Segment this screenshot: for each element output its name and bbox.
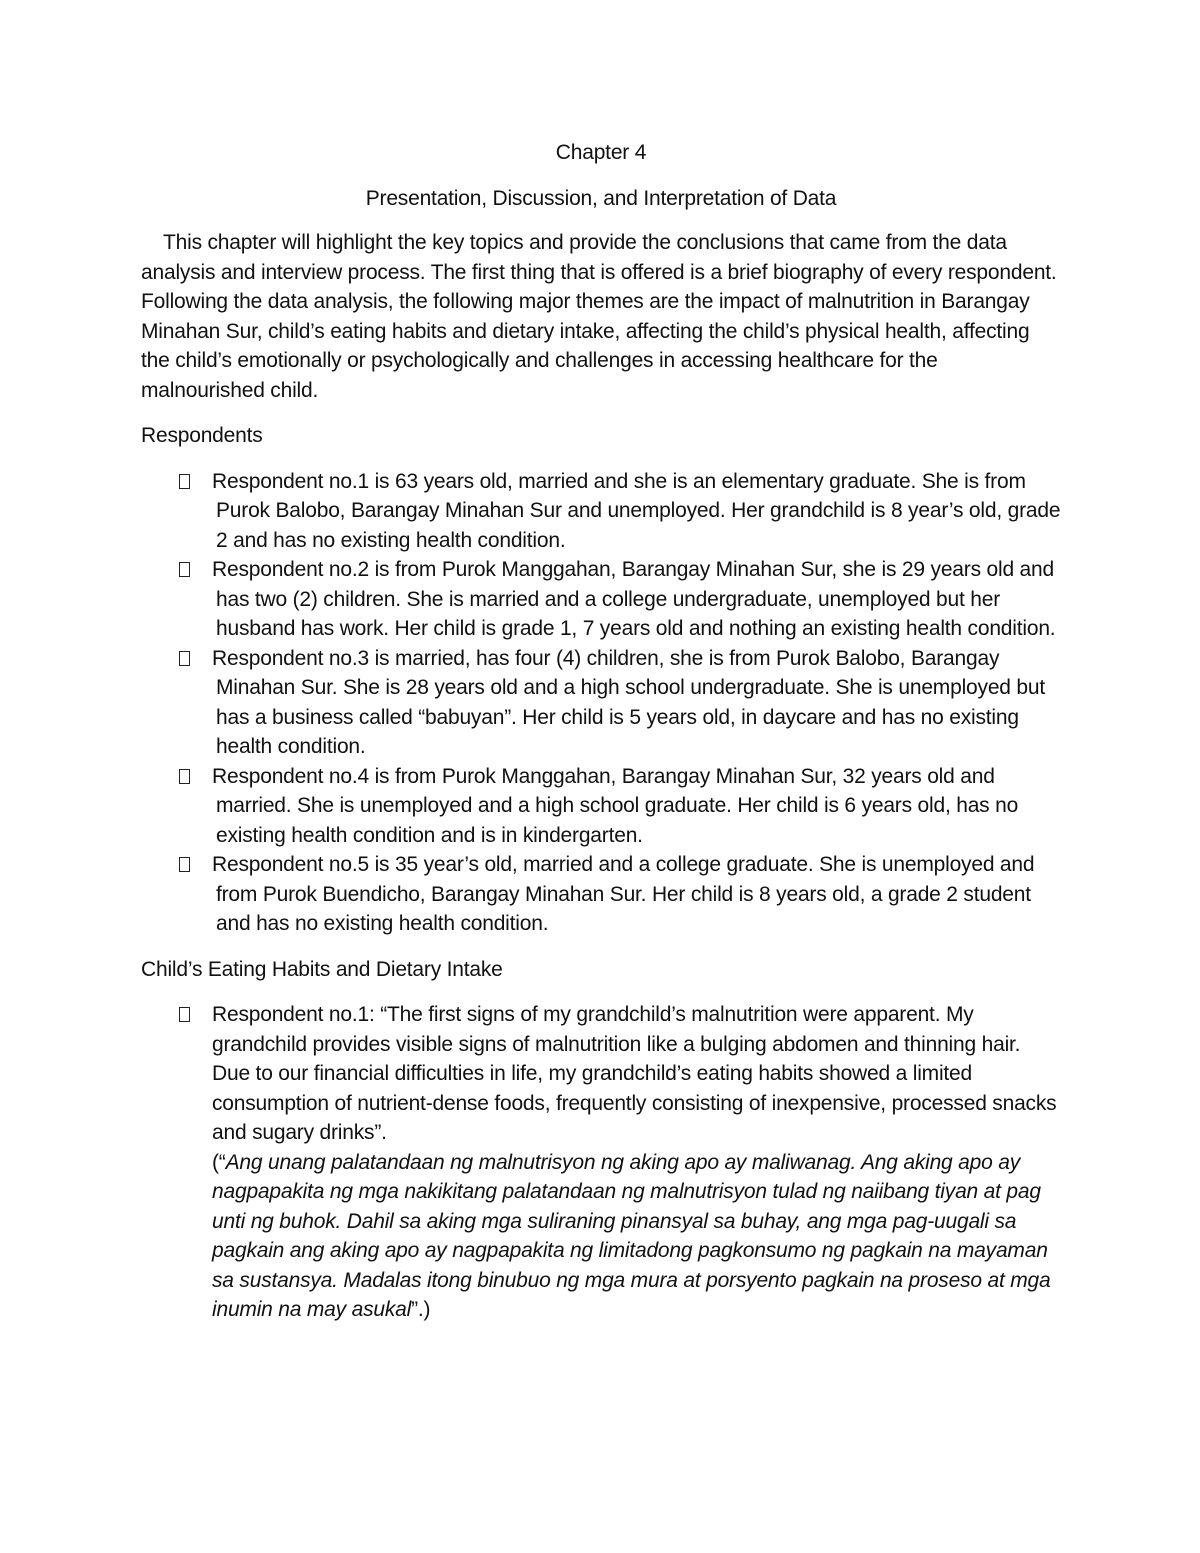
bullet-icon	[179, 857, 190, 872]
respondent-5-text: Respondent no.5 is 35 year’s old, married and a college graduate. She is unemployed and from Purok Buendicho, Barangay Minahan Sur. Her child is 8 years old, a grade 2 student and has no existing health condition.	[212, 853, 1035, 935]
chapter-title: Chapter 4	[555, 141, 647, 164]
respondent-2-text: Respondent no.2 is from Purok Manggahan, Barangay Minahan Sur, she is 29 years old and has two (2) children. She is married and a college undergraduate, unemployed but her husband has work. Her child is grade 1, 7 years old and nothing an existing health condition.	[212, 558, 1056, 640]
bullet-icon	[179, 562, 190, 577]
chapter-subtitle: Presentation, Discussion, and Interpretation of Data	[365, 186, 837, 210]
bullet-icon	[179, 1007, 190, 1022]
respondent-1-text: Respondent no.1 is 63 years old, married and she is an elementary graduate. She is from Purok Balobo, Barangay Minahan Sur and unemployed. Her grandchild is 8 year’s old, grade 2 and has no existing health condition.	[212, 469, 1061, 552]
bullet-icon	[179, 651, 190, 666]
list-item	[141, 555, 1061, 644]
eating-quote-item	[141, 1000, 1061, 1325]
quote-close: ”.)	[411, 1298, 431, 1321]
eating-habits-heading: Child’s Eating Habits and Dietary Intake	[141, 957, 503, 981]
intro-paragraph: This chapter will highlight the key topics and provide the conclusions that came from the data analysis and interview process. The first thing that is offered is a brief biography of every respondent. Following the data analysis, the following major themes are the impact of malnutrition in Barangay Minahan Sur, child’s eating habits and dietary intake, affecting the child’s physical health, affecting the child’s emotionally or psychologically and challenges in accessing healthcare for the malnourished child.	[141, 231, 1057, 402]
respondent-3-text: Respondent no.3 is married, has four (4) children, she is from Purok Balobo, Barangay Minahan Sur. She is 28 years old and a high school undergraduate. She is unemployed but has a business called “babuyan”. Her child is 5 years old, in daycare and has no existing health condition.	[212, 646, 1045, 758]
respondents-heading: Respondents	[141, 424, 263, 447]
respondents-list	[141, 467, 1061, 939]
list-item	[141, 644, 1061, 762]
bullet-icon	[179, 769, 190, 784]
bullet-icon	[179, 474, 190, 489]
list-item	[141, 850, 1061, 939]
quote-filipino-text: Ang unang palatandaan ng malnutrisyon ng aking apo ay maliwanag. Ang aking apo ay nagpapakita ng mga nakikitang palatandaan ng malnutrisyon tulad ng naiibang tiyan at pag unti ng buhok. Dahil sa aking mga suliraning pinansyal sa buhay, ang mga pag-uugali sa pagkain ang aking apo ay nagpapakita ng limitadong pagkonsumo ng pagkain na mayaman sa sustansya. Madalas itong binubuo ng mga mura at porsyento pagkain na proseso at mga inumin na may asukal	[212, 1150, 1051, 1321]
respondent-4-text: Respondent no.4 is from Purok Manggahan, Barangay Minahan Sur, 32 years old and married. She is unemployed and a high school graduate. Her child is 6 years old, has no existing health condition and is in kindergarten.	[212, 764, 1019, 847]
quote-open: (“	[212, 1150, 226, 1174]
list-item	[141, 762, 1061, 851]
quote-filipino	[212, 1148, 1061, 1325]
quote-english: Respondent no.1: “The first signs of my grandchild’s malnutrition were apparent. My grandchild provides visible signs of malnutrition like a bulging abdomen and thinning hair. Due to our financial difficulties in life, my grandchild’s eating habits showed a limited consumption of nutrient-dense foods, frequently consisting of inexpensive, processed snacks and sugary drinks”.	[212, 1003, 1057, 1144]
list-item	[141, 467, 1061, 556]
document-page	[141, 138, 1061, 1325]
